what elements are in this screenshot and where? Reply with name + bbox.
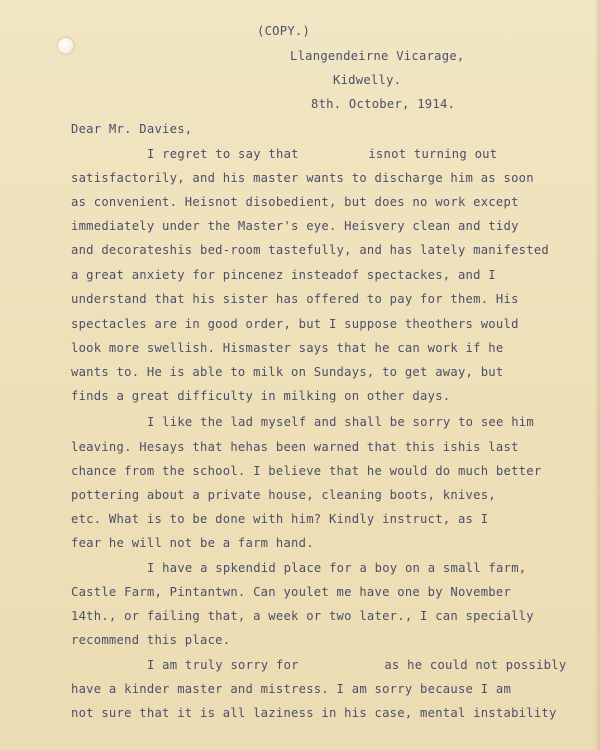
p2-line-1: I like the lad myself and shall be sorry to see him [147, 415, 534, 429]
p3-line-1: I have a spkendid place for a boy on a small farm, [147, 561, 527, 575]
p3-line-3: 14th., or failing that, a week or two later., I can specially [71, 609, 534, 623]
address-line-2: Kidwelly. [333, 73, 402, 87]
p1-line-1 [147, 146, 497, 162]
p1-line-2: satisfactorily, and his master wants to discharge him as soon [71, 171, 534, 185]
p1-line-1-end: isnot turning out [368, 147, 498, 161]
page-edge-shadow [594, 0, 600, 750]
p4-line-1-end: as he could not possibly [384, 658, 567, 672]
p2-line-2: leaving. Hesays that hehas been warned that this ishis last [71, 440, 519, 454]
p3-line-2: Castle Farm, Pintantwn. Can youlet me have one by November [71, 585, 512, 599]
salutation: Dear Mr. Davies, [71, 122, 193, 136]
p2-line-6: fear he will not be a farm hand. [71, 536, 314, 550]
p2-line-4: pottering about a private house, cleaning boots, knives, [71, 488, 496, 502]
p2-line-3: chance from the school. I believe that he would do much better [71, 464, 542, 478]
p4-line-2: have a kinder master and mistress. I am sorry because I am [71, 682, 512, 696]
p1-line-1-start: I regret to say that [147, 147, 299, 161]
p2-line-5: etc. What is to be done with him? Kindly instruct, as I [71, 512, 489, 526]
punch-hole [58, 38, 74, 54]
p1-line-4: immediately under the Master's eye. Heisvery clean and tidy [71, 219, 519, 233]
p1-line-10: wants to. He is able to milk on Sundays, to get away, but [71, 365, 504, 379]
p4-line-3: not sure that it is all laziness in his case, mental instability [71, 706, 557, 720]
p1-line-8: spectacles are in good order, but I suppose theothers would [71, 317, 519, 331]
p1-line-11: finds a great difficulty in milking on other days. [71, 389, 451, 403]
letter-date: 8th. October, 1914. [311, 97, 456, 111]
p1-line-7: understand that his sister has offered to pay for them. His [71, 292, 519, 306]
copy-mark: (COPY.) [257, 24, 311, 38]
p1-line-9: look more swellish. Hismaster says that he can work if he [71, 341, 504, 355]
p4-line-1 [147, 657, 566, 673]
address-line-1: Llangendeirne Vicarage, [290, 49, 465, 63]
p1-line-6: a great anxiety for pincenez insteadof spectackes, and I [71, 268, 496, 282]
p1-line-3: as convenient. Heisnot disobedient, but does no work except [71, 195, 519, 209]
p3-line-4: recommend this place. [71, 633, 231, 647]
p1-line-5: and decorateshis bed-room tastefully, and has lately manifested [71, 243, 550, 257]
p4-line-1-start: I am truly sorry for [147, 658, 299, 672]
